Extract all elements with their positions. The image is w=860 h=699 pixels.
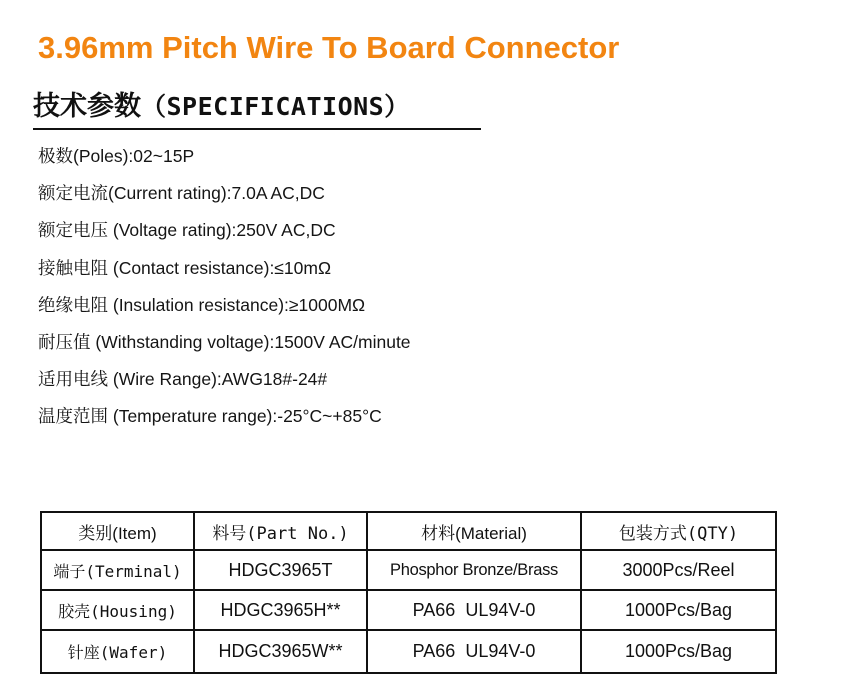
spec-line-wire-range: 适用电线 (Wire Range):AWG18#-24# — [38, 369, 328, 390]
spec-line-current-rating: 额定电流(Current rating):7.0A AC,DC — [38, 183, 325, 204]
table-header-row — [41, 512, 776, 550]
cell-housing-item: 胶壳(Housing) — [41, 590, 194, 630]
cell-terminal-part-no: HDGC3965T — [194, 550, 367, 590]
cell-housing-material: PA66 UL94V-0 — [367, 590, 581, 630]
section-heading-chinese: 技术参数 — [33, 91, 141, 121]
column-header-item: 类别(Item) — [41, 512, 194, 550]
cell-terminal-item: 端子(Terminal) — [41, 550, 194, 590]
cell-housing-part-no: HDGC3965H** — [194, 590, 367, 630]
parts-table — [40, 511, 777, 674]
cell-wafer-part-no: HDGC3965W** — [194, 630, 367, 673]
cell-terminal-qty: 3000Pcs/Reel — [581, 550, 776, 590]
cell-wafer-item: 针座(Wafer) — [41, 630, 194, 673]
cell-terminal-material: Phosphor Bronze/Brass — [367, 550, 581, 590]
table-row-housing — [41, 590, 776, 630]
column-header-material: 材料(Material) — [367, 512, 581, 550]
spec-list — [38, 138, 638, 436]
spec-line-insulation-resistance: 绝缘电阻 (Insulation resistance):≥1000MΩ — [38, 294, 366, 315]
page-title: 3.96mm Pitch Wire To Board Connector — [38, 30, 620, 65]
section-heading — [33, 84, 481, 130]
table-row-wafer — [41, 630, 776, 673]
section-heading-english: （SPECIFICATIONS） — [141, 92, 410, 121]
spec-line-poles: 极数(Poles):02~15P — [38, 146, 195, 166]
cell-housing-qty: 1000Pcs/Bag — [581, 590, 776, 630]
spec-line-contact-resistance: 接触电阻 (Contact resistance):≤10mΩ — [38, 257, 332, 278]
spec-line-withstanding-voltage: 耐压值 (Withstanding voltage):1500V AC/minute — [38, 332, 411, 353]
cell-wafer-material: PA66 UL94V-0 — [367, 630, 581, 673]
spec-line-voltage-rating: 额定电压 (Voltage rating):250V AC,DC — [38, 220, 336, 241]
table-row-terminal — [41, 550, 776, 590]
spec-line-temperature-range: 温度范围 (Temperature range):-25°C~+85°C — [38, 406, 382, 427]
column-header-qty: 包装方式(QTY) — [581, 512, 776, 550]
cell-wafer-qty: 1000Pcs/Bag — [581, 630, 776, 673]
column-header-part-no: 料号(Part No.) — [194, 512, 367, 550]
